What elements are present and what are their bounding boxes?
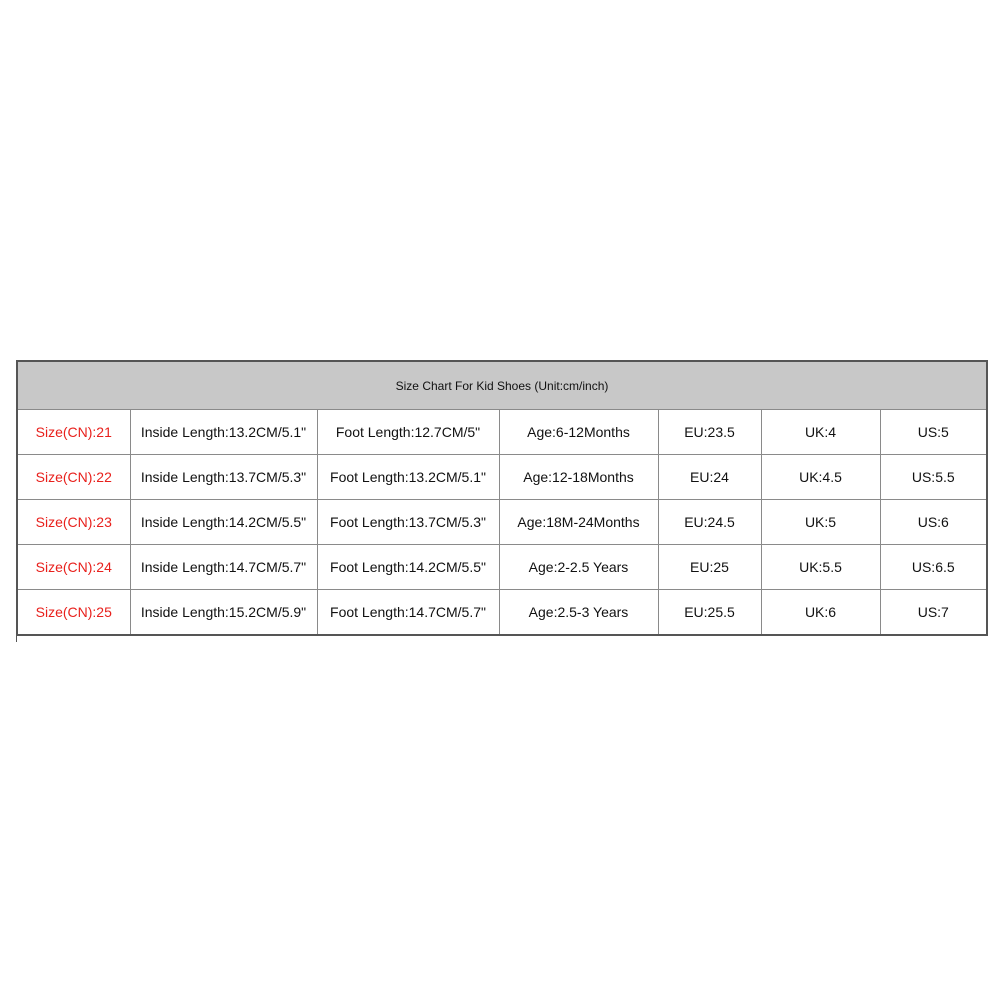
table-row — [17, 500, 987, 545]
uk-size-cell: UK:5.5 — [761, 545, 880, 590]
size-chart-table — [16, 360, 988, 636]
us-size-cell: US:6 — [880, 500, 987, 545]
foot-length-cell: Foot Length:14.2CM/5.5" — [317, 545, 499, 590]
table-edge-tick — [16, 634, 17, 642]
foot-length-cell: Foot Length:12.7CM/5" — [317, 410, 499, 455]
us-size-cell: US:5 — [880, 410, 987, 455]
table-row — [17, 410, 987, 455]
eu-size-cell: EU:24.5 — [658, 500, 761, 545]
table-row — [17, 545, 987, 590]
size-cn-cell: Size(CN):22 — [17, 455, 130, 500]
eu-size-cell: EU:25 — [658, 545, 761, 590]
title-row — [17, 361, 987, 410]
age-cell: Age:6-12Months — [499, 410, 658, 455]
inside-length-cell: Inside Length:15.2CM/5.9" — [130, 590, 317, 636]
uk-size-cell: UK:4.5 — [761, 455, 880, 500]
age-cell: Age:2-2.5 Years — [499, 545, 658, 590]
inside-length-cell: Inside Length:14.2CM/5.5" — [130, 500, 317, 545]
uk-size-cell: UK:5 — [761, 500, 880, 545]
age-cell: Age:18M-24Months — [499, 500, 658, 545]
eu-size-cell: EU:23.5 — [658, 410, 761, 455]
us-size-cell: US:7 — [880, 590, 987, 636]
table-row — [17, 590, 987, 636]
chart-title: Size Chart For Kid Shoes (Unit:cm/inch) — [17, 361, 987, 410]
foot-length-cell: Foot Length:13.2CM/5.1" — [317, 455, 499, 500]
size-cn-cell: Size(CN):24 — [17, 545, 130, 590]
inside-length-cell: Inside Length:13.2CM/5.1" — [130, 410, 317, 455]
us-size-cell: US:6.5 — [880, 545, 987, 590]
inside-length-cell: Inside Length:13.7CM/5.3" — [130, 455, 317, 500]
foot-length-cell: Foot Length:14.7CM/5.7" — [317, 590, 499, 636]
eu-size-cell: EU:24 — [658, 455, 761, 500]
eu-size-cell: EU:25.5 — [658, 590, 761, 636]
inside-length-cell: Inside Length:14.7CM/5.7" — [130, 545, 317, 590]
uk-size-cell: UK:4 — [761, 410, 880, 455]
age-cell: Age:12-18Months — [499, 455, 658, 500]
size-cn-cell: Size(CN):23 — [17, 500, 130, 545]
uk-size-cell: UK:6 — [761, 590, 880, 636]
foot-length-cell: Foot Length:13.7CM/5.3" — [317, 500, 499, 545]
size-cn-cell: Size(CN):25 — [17, 590, 130, 636]
age-cell: Age:2.5-3 Years — [499, 590, 658, 636]
us-size-cell: US:5.5 — [880, 455, 987, 500]
size-cn-cell: Size(CN):21 — [17, 410, 130, 455]
table-row — [17, 455, 987, 500]
